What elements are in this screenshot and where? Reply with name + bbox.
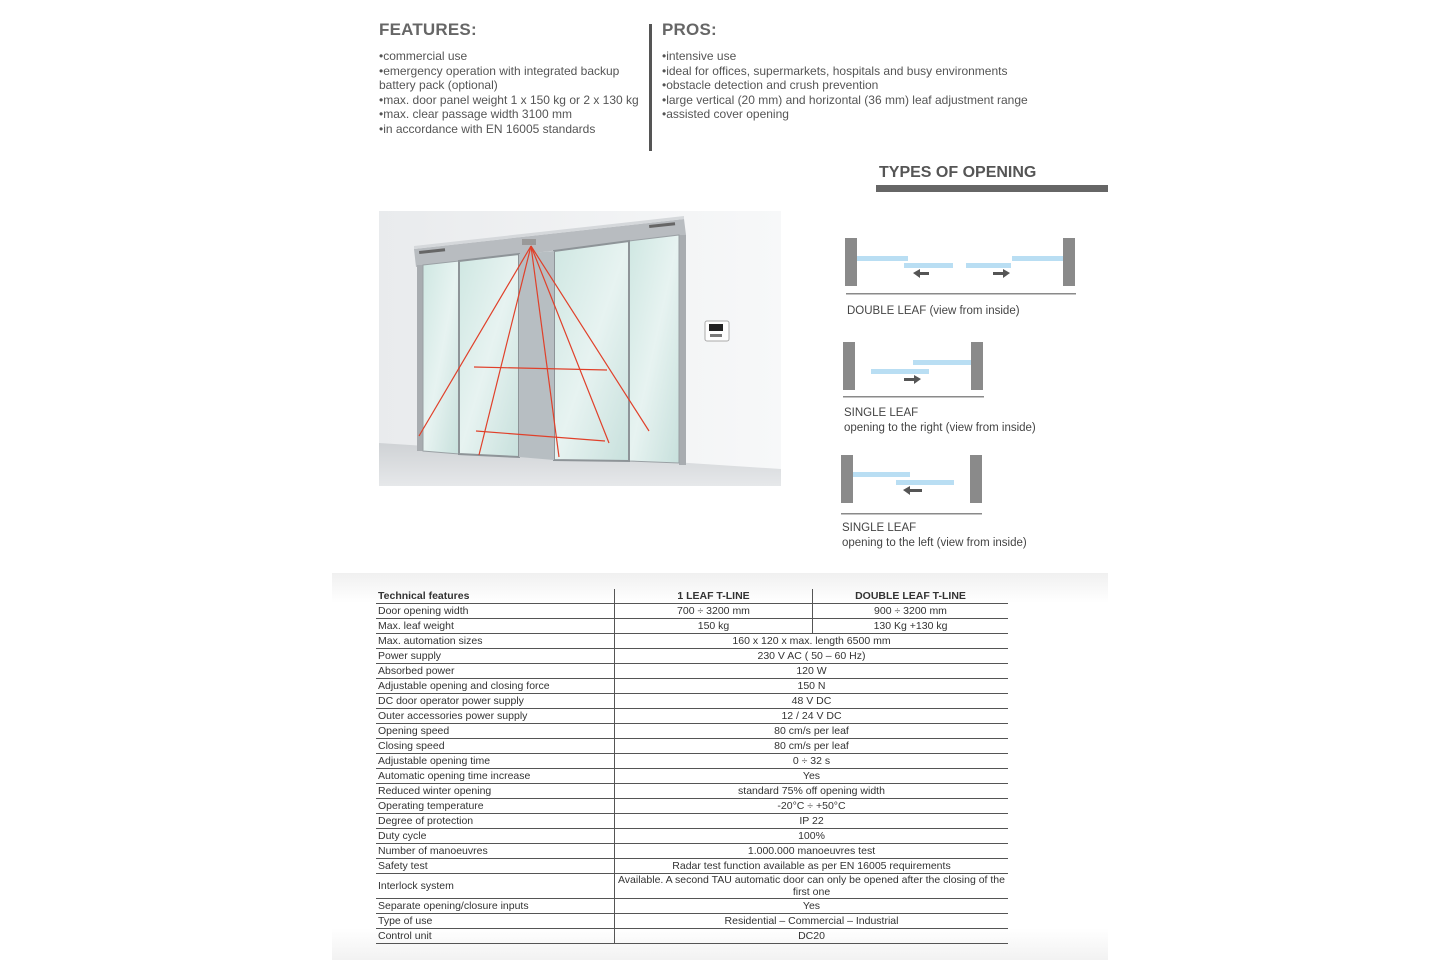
table-row [376,859,1008,874]
table-cell: Adjustable opening time [376,754,615,769]
double-leaf-diagram [842,236,1078,319]
table-row [376,769,1008,784]
table-row [376,739,1008,754]
table-cell: DC20 [615,929,1009,944]
pros-item: • obstacle detection and crush prevention [662,78,1082,93]
table-cell: 80 cm/s per leaf [615,739,1009,754]
table-cell: Outer accessories power supply [376,709,615,724]
sliding-door-illustration [379,211,781,486]
table-header-cell: Technical features [376,589,615,604]
table-cell: Separate opening/closure inputs [376,899,615,914]
table-cell: Safety test [376,859,615,874]
pros-heading: PROS: [662,20,717,39]
table-row [376,844,1008,859]
table-cell: Door opening width [376,604,615,619]
table-cell: 12 / 24 V DC [615,709,1009,724]
single-leaf-left-icon [839,453,985,518]
table-cell: Type of use [376,914,615,929]
table-cell: Available. A second TAU automatic door can only be opened after the closing of the first one [615,874,1009,899]
table-row [376,814,1008,829]
table-cell: 230 V AC ( 50 – 60 Hz) [615,649,1009,664]
table-row [376,899,1008,914]
single-leaf-right-icon [841,340,987,402]
pros-list [662,49,1082,122]
table-row [376,604,1008,619]
pros-item: • ideal for offices, supermarkets, hospitals and busy environments [662,64,1082,79]
table-cell: Absorbed power [376,664,615,679]
table-row [376,619,1008,634]
table-cell: Opening speed [376,724,615,739]
single-leaf-right-title: SINGLE LEAF [844,407,919,419]
table-cell: Yes [615,769,1009,784]
technical-features-table [376,589,1008,944]
pros-item: • assisted cover opening [662,107,1082,122]
table-cell: 1.000.000 manoeuvres test [615,844,1009,859]
table-cell: Reduced winter opening [376,784,615,799]
table-row [376,914,1008,929]
table-row [376,799,1008,814]
table-cell: 700 ÷ 3200 mm [615,604,813,619]
table-cell: 120 W [615,664,1009,679]
features-heading: FEATURES: [379,20,477,39]
column-divider [649,24,652,151]
table-cell: Automatic opening time increase [376,769,615,784]
table-row [376,784,1008,799]
table-row [376,829,1008,844]
table-cell: 48 V DC [615,694,1009,709]
table-cell: Number of manoeuvres [376,844,615,859]
table-cell: IP 22 [615,814,1009,829]
table-cell: DC door operator power supply [376,694,615,709]
table-cell: Power supply [376,649,615,664]
types-of-opening-title: TYPES OF OPENING [879,164,1037,181]
table-cell: 900 ÷ 3200 mm [813,604,1009,619]
features-section [379,20,644,136]
table-cell: 150 N [615,679,1009,694]
table-cell: -20°C ÷ +50°C [615,799,1009,814]
table-header-row [376,589,1008,604]
table-cell: 160 x 120 x max. length 6500 mm [615,634,1009,649]
table-cell: Radar test function available as per EN 16005 requirements [615,859,1009,874]
features-list [379,49,644,136]
table-cell: Degree of protection [376,814,615,829]
features-item: • commercial use [379,49,644,64]
table-row [376,694,1008,709]
single-leaf-right-diagram [841,340,1036,436]
table-row [376,664,1008,679]
table-cell: 130 Kg +130 kg [813,619,1009,634]
table-row [376,649,1008,664]
features-item: • max. door panel weight 1 x 150 kg or 2 x 130 kg [379,93,644,108]
table-cell: Adjustable opening and closing force [376,679,615,694]
single-leaf-left-subtitle: opening to the left (view from inside) [842,537,1027,549]
table-cell: 80 cm/s per leaf [615,724,1009,739]
table-row [376,929,1008,944]
table-cell: standard 75% off opening width [615,784,1009,799]
table-cell: Closing speed [376,739,615,754]
single-leaf-left-title: SINGLE LEAF [842,522,917,534]
table-cell: Operating temperature [376,799,615,814]
pros-item: • large vertical (20 mm) and horizontal (36 mm) leaf adjustment range [662,93,1082,108]
single-leaf-right-subtitle: opening to the right (view from inside) [844,422,1036,434]
table-cell: 0 ÷ 32 s [615,754,1009,769]
table-row [376,679,1008,694]
table-header-cell: DOUBLE LEAF T-LINE [813,589,1009,604]
pros-section [662,20,1082,122]
table-cell: Max. leaf weight [376,619,615,634]
table-cell: Control unit [376,929,615,944]
features-item: • max. clear passage width 3100 mm [379,107,644,122]
table-cell: Duty cycle [376,829,615,844]
table-cell: Max. automation sizes [376,634,615,649]
pros-item: • intensive use [662,49,1082,64]
table-cell: 150 kg [615,619,813,634]
table-row [376,754,1008,769]
features-item: • emergency operation with integrated backup battery pack (optional) [379,64,644,93]
types-title-underline [876,185,1108,192]
table-cell: Residential – Commercial – Industrial [615,914,1009,929]
table-row [376,709,1008,724]
table-cell: Yes [615,899,1009,914]
table-cell: 100% [615,829,1009,844]
table-row [376,724,1008,739]
table-header-cell: 1 LEAF T-LINE [615,589,813,604]
table-row [376,874,1008,899]
table-cell: Interlock system [376,874,615,899]
features-item: • in accordance with EN 16005 standards [379,122,644,137]
single-leaf-left-diagram [839,453,1027,551]
table-row [376,634,1008,649]
double-leaf-icon [842,236,1078,298]
double-leaf-label: DOUBLE LEAF (view from inside) [847,305,1020,317]
